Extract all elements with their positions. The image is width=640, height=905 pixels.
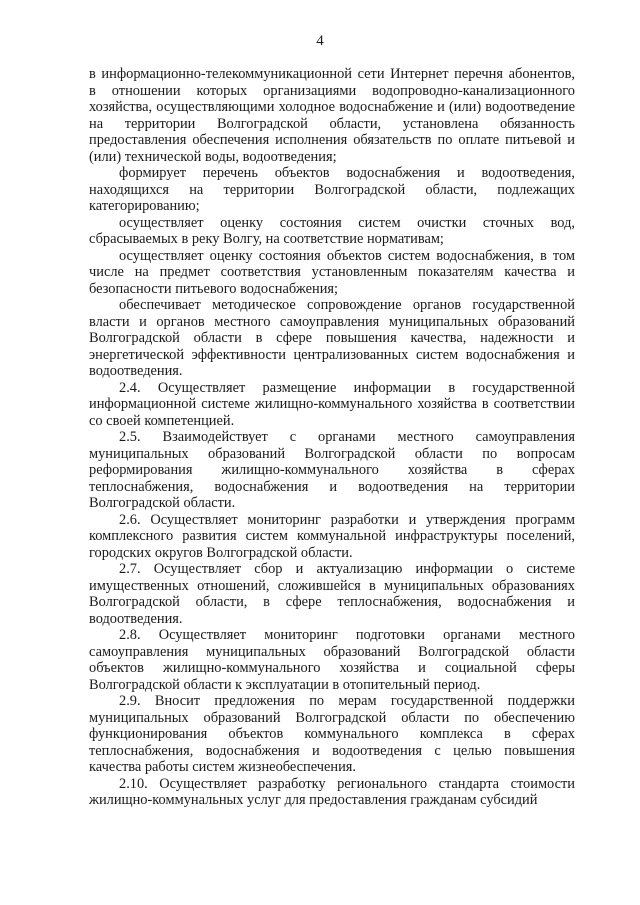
paragraph-2-6: 2.6. Осуществляет мониторинг разработки и утверждения программ комплексного развития систем коммунальной инфраструктуры поселений, городских округов Волгоградской области. [89, 511, 575, 561]
paragraph-2-4: 2.4. Осуществляет размещение информации в государственной информационной системе жилищно-коммунального хозяйства в соответствии со своей компетенцией. [89, 379, 575, 429]
paragraph-2-8: 2.8. Осуществляет мониторинг подготовки органами местного самоуправления муниципальных образований Волгоградской области объектов жилищно-коммунального хозяйства и социальной сферы Волгоградской области к эксплуатации в отопительный период. [89, 627, 575, 693]
paragraph-2-10: 2.10. Осуществляет разработку регионального стандарта стоимости жилищно-коммунальных услуг для предоставления гражданам субсидий [89, 775, 575, 808]
paragraph-methodical: обеспечивает методическое сопровождение органов государственной власти и органов местного самоуправления муниципальных образований Волгоградской области в сфере повышения качества, надежности и энергетической эффективности централизованных систем водоснабжения и водоотведения. [89, 297, 575, 379]
paragraph-2-9: 2.9. Вносит предложения по мерам государственной поддержки муниципальных образований Волгоградской области по обеспечению функционирования объектов коммунального комплекса в сферах теплоснабжения, водоснабжения и водоотведения с целью повышения качества работы систем жизнеобеспечения. [89, 693, 575, 775]
paragraph-forms-list: формирует перечень объектов водоснабжения и водоотведения, находящихся на территории Волгоградской области, подлежащих категорированию; [89, 165, 575, 214]
document-body [89, 66, 575, 809]
paragraph-assess-water: осуществляет оценку состояния объектов систем водоснабжения, в том числе на предмет соответствия установленным показателям качества и безопасности питьевого водоснабжения; [89, 247, 575, 297]
paragraph-intro: в информационно-телекоммуникационной сети Интернет перечня абонентов, в отношении которых организациями водопроводно-канализационного хозяйства, осуществляющими холодное водоснабжение и (или) водоотведение на территории Волгоградской области, установлена обязанность предоставления обеспечения исполнения обязательств по оплате питьевой и (или) технической воды, водоотведения; [89, 66, 575, 165]
paragraph-2-7: 2.7. Осуществляет сбор и актуализацию информации о системе имущественных отношений, сложившейся в муниципальных образованиях Волгоградской области, в сфере теплоснабжения, водоснабжения и водоотведения. [89, 561, 575, 627]
page-number: 4 [316, 33, 324, 49]
paragraph-assess-treatment: осуществляет оценку состояния систем очистки сточных вод, сбрасываемых в реку Волгу, на соответствие нормативам; [89, 214, 575, 247]
paragraph-2-5: 2.5. Взаимодействует с органами местного самоуправления муниципальных образований Волгоградской области по вопросам реформирования жилищно-коммунального хозяйства в сферах теплоснабжения, водоснабжения и водоотведения на территории Волгоградской области. [89, 429, 575, 511]
